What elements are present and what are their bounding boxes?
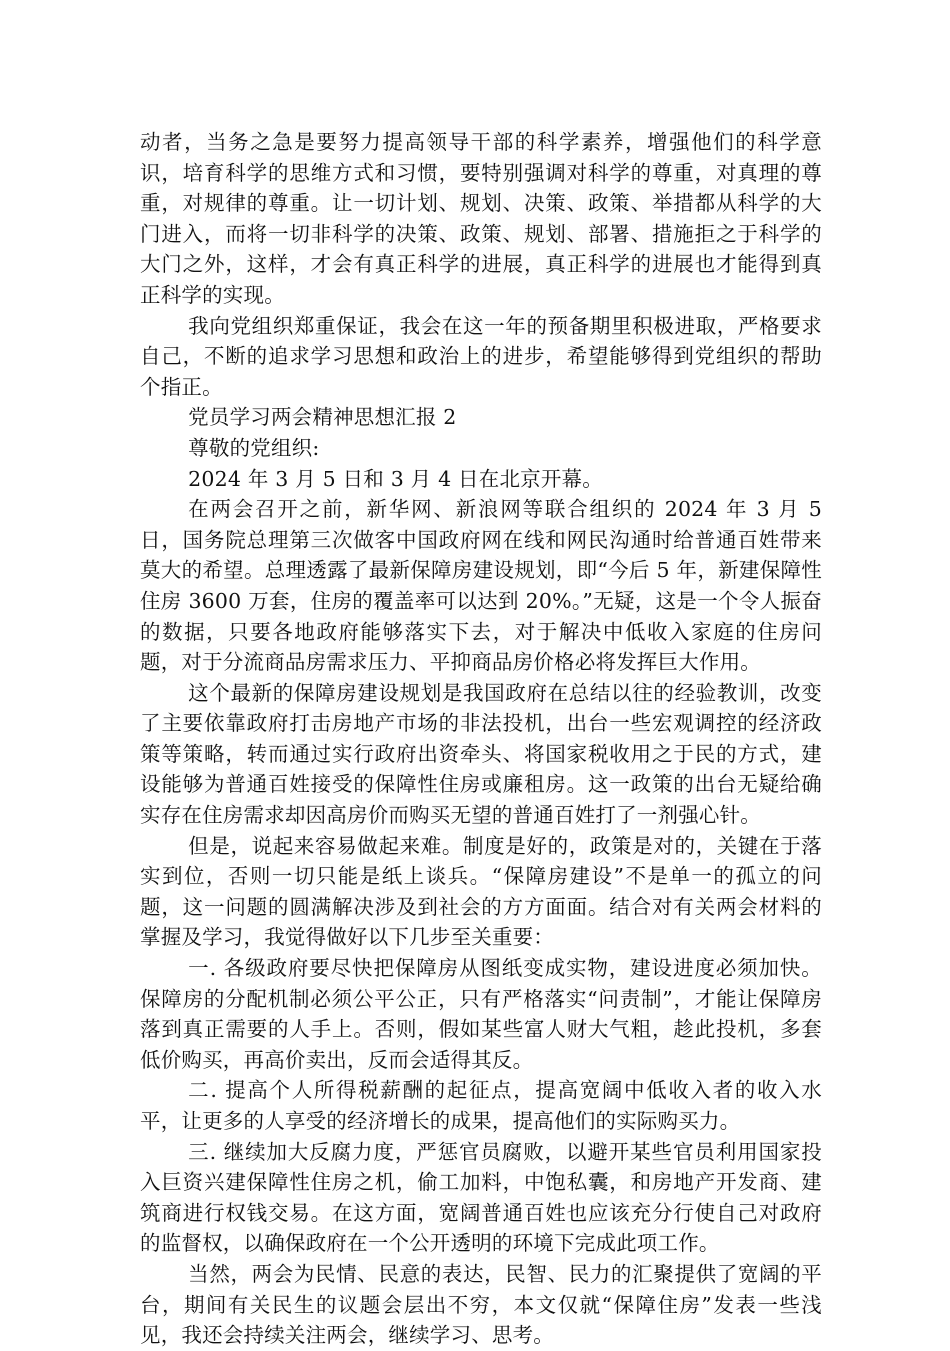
paragraph: 当然，两会为民情、民意的表达，民智、民力的汇聚提供了宽阔的平台，期间有关民生的议题会层出不穷，本文仅就“保障住房”发表一些浅见，我还会持续关注两会，继续学习、思考。 bbox=[140, 1261, 822, 1348]
section-title: 党员学习两会精神思想汇报 2 bbox=[188, 405, 457, 430]
list-item: 二. 提高个人所得税薪酬的起征点，提高宽阔中低收入者的收入水平，让更多的人享受的经济增长的成果，提高他们的实际购买力。 bbox=[140, 1078, 822, 1133]
paragraph: 这个最新的保障房建设规划是我国政府在总结以往的经验教训，改变了主要依靠政府打击房地产市场的非法投机，出台一些宏观调控的经济政策等策略，转而通过实行政府出资牵头、将国家税收用之于民的方式，建设能够为普通百姓接受的保障性住房或廉租房。这一政策的出台无疑给确实存在住房需求却因高房价而购买无望的普通百姓打了一剂强心针。 bbox=[140, 680, 822, 828]
paragraph: 2024 年 3 月 5 日和 3 月 4 日在北京开幕。 bbox=[188, 466, 603, 491]
paragraph: 我向党组织郑重保证，我会在这一年的预备期里积极进取，严格要求自己，不断的追求学习思想和政治上的进步，希望能够得到党组织的帮助个指正。 bbox=[140, 313, 822, 399]
list-item: 三. 继续加大反腐力度，严惩官员腐败，以避开某些官员利用国家投入巨资兴建保障性住房之机，偷工加料，中饱私囊，和房地产开发商、建筑商进行权钱交易。在这方面，宽阔普通百姓也应该充分行使自己对政府的监督权，以确保政府在一个公开透明的环境下完成此项工作。 bbox=[140, 1139, 822, 1256]
paragraph: 但是，说起来容易做起来难。制度是好的，政策是对的，关键在于落实到位，否则一切只能是纸上谈兵。“保障房建设”不是单一的孤立的问题，这一问题的圆满解决涉及到社会的方方面面。结合对有关两会材料的掌握及学习，我觉得做好以下几步至关重要： bbox=[140, 833, 822, 950]
list-item: 一. 各级政府要尽快把保障房从图纸变成实物，建设进度必须加快。保障房的分配机制必须公平公正，只有严格落实“问责制”，才能让保障房落到真正需要的人手上。否则，假如某些富人财大气粗，趁此投机，多套低价购买，再高价卖出，反而会适得其反。 bbox=[140, 956, 822, 1072]
paragraph: 动者，当务之急是要努力提高领导干部的科学素养，增强他们的科学意识，培育科学的思维方式和习惯，要特别强调对科学的尊重，对真理的尊重，对规律的尊重。让一切计划、规划、决策、政策、举措都从科学的大门进入，而将一切非科学的决策、政策、规划、部署、措施拒之于科学的大门之外，这样，才会有真正科学的进展，真正科学的进展也才能得到真正科学的实现。 bbox=[140, 130, 822, 307]
paragraph: 在两会召开之前，新华网、新浪网等联合组织的 2024 年 3 月 5 日，国务院总理第三次做客中国政府网在线和网民沟通时给普通百姓带来莫大的希望。总理透露了最新保障房建设规划，即“今后 5 年，新建保障性住房 3600 万套，住房的覆盖率可以达到 20%。”无疑，这是一个令人振奋的数据，只要各地政府能够落实下去，对于解决中低收入家庭的住房问题，对于分流商品房需求压力、平抑商品房价格必将发挥巨大作用。 bbox=[140, 497, 822, 675]
salutation: 尊敬的党组织: bbox=[188, 435, 320, 460]
document-body bbox=[140, 127, 822, 1351]
